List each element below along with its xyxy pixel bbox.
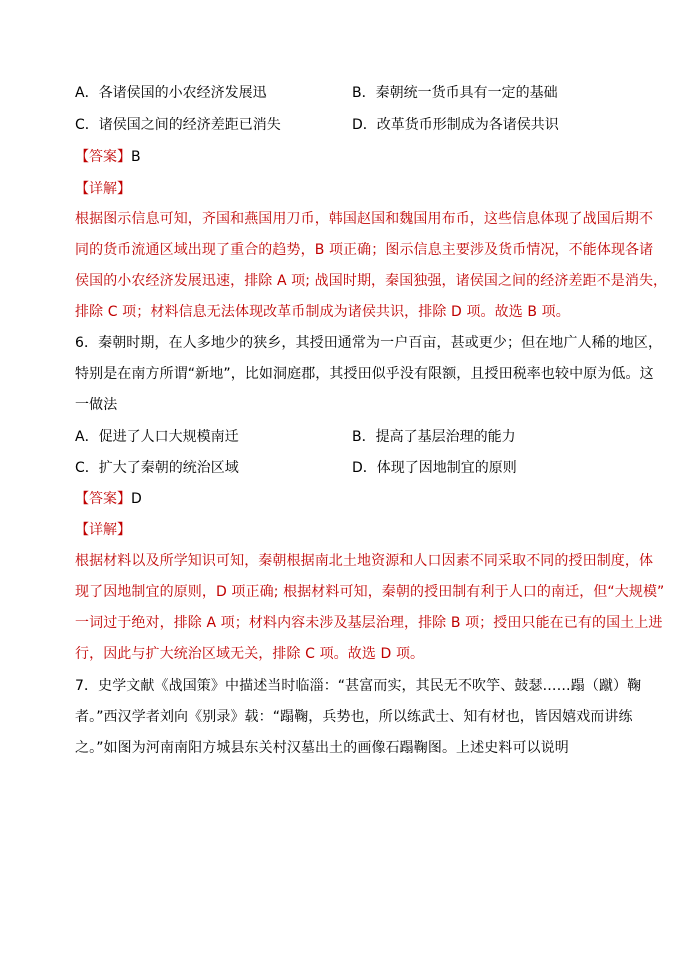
q5-explanation-line: 根据图示信息可知，齐国和燕国用刀币，韩国赵国和魏国用布币，这些信息体现了战国后期不 — [75, 211, 654, 227]
q5-answer-bracket-close: 】 — [117, 149, 131, 165]
q7-stem-line: 之。”如图为河南南阳方城县东关村汉墓出土的画像石蹋鞠图。上述史料可以说明 — [75, 740, 569, 756]
q6-stem-line: 一做法 — [75, 397, 118, 413]
q5-answer-label: 答案 — [89, 149, 117, 165]
q6-detail-label: 【详解】 — [75, 522, 131, 538]
q5-answer-value: B — [131, 149, 141, 165]
q5-explanation-line: 排除 C 项；材料信息无法体现改革币制成为诸侯共识，排除 D 项。故选 B 项。 — [75, 304, 570, 320]
q7-stem-line: 7．史学文献《战国策》中描述当时临淄：“甚富而实，其民无不吹竽、鼓瑟……蹋（蹴）鞠 — [75, 678, 642, 694]
q5-option-b: B．秦朝统一货币具有一定的基础 — [352, 85, 558, 101]
q6-explanation-line: 现了因地制宜的原则，D 项正确; 根据材料可知，秦朝的授田制有利于人口的南迁，但“大规模” — [75, 584, 665, 600]
q6-stem-line: 6．秦朝时期，在人多地少的狭乡，其授田通常为一户百亩，甚或更少；但在地广人稀的地区， — [75, 335, 663, 351]
q6-option-a: A．促进了人口大规模南迁 — [75, 429, 239, 445]
q5-explanation-line: 侯国的小农经济发展迅速，排除 A 项; 战国时期，秦国独强，诸侯国之间的经济差距不是消失， — [75, 273, 668, 289]
q6-explanation-line: 行，因此与扩大统治区域无关，排除 C 项。故选 D 项。 — [75, 646, 425, 662]
q6-answer-bracket-close: 】 — [117, 491, 131, 507]
q6-option-b: B．提高了基层治理的能力 — [352, 429, 516, 445]
q6-answer-value: D — [131, 491, 142, 507]
q5-answer-bracket-open: 【 — [75, 149, 89, 165]
q5-answer-tag — [75, 146, 141, 166]
q6-option-d: D．体现了因地制宜的原则 — [352, 460, 517, 476]
q5-option-c: C．诸侯国之间的经济差距已消失 — [75, 117, 281, 133]
q6-option-c: C．扩大了秦朝的统治区域 — [75, 460, 239, 476]
q6-answer-label: 答案 — [89, 491, 117, 507]
q5-option-a: A．各诸侯国的小农经济发展迅 — [75, 85, 267, 101]
q7-stem-line: 者。”西汉学者刘向《别录》载：“蹋鞠，兵势也，所以练武士、知有材也，皆因嬉戏而讲练 — [75, 709, 633, 725]
q5-explanation-line: 同的货币流通区域出现了重合的趋势，B 项正确；图示信息主要涉及货币情况，不能体现各诸 — [75, 242, 654, 258]
q5-detail-label: 【详解】 — [75, 181, 131, 197]
q6-stem-line: 特别是在南方所谓“新地”，比如洞庭郡，其授田似乎没有限额，且授田税率也较中原为低。这 — [75, 366, 654, 382]
q6-explanation-line: 根据材料以及所学知识可知，秦朝根据南北土地资源和人口因素不同采取不同的授田制度，体 — [75, 553, 654, 569]
q6-answer-bracket-open: 【 — [75, 491, 89, 507]
q6-explanation-line: 一词过于绝对，排除 A 项；材料内容未涉及基层治理，排除 B 项；授田只能在已有的国土上进 — [75, 615, 663, 631]
q5-option-d: D．改革货币形制成为各诸侯共识 — [352, 117, 559, 133]
q6-answer-tag — [75, 488, 142, 508]
